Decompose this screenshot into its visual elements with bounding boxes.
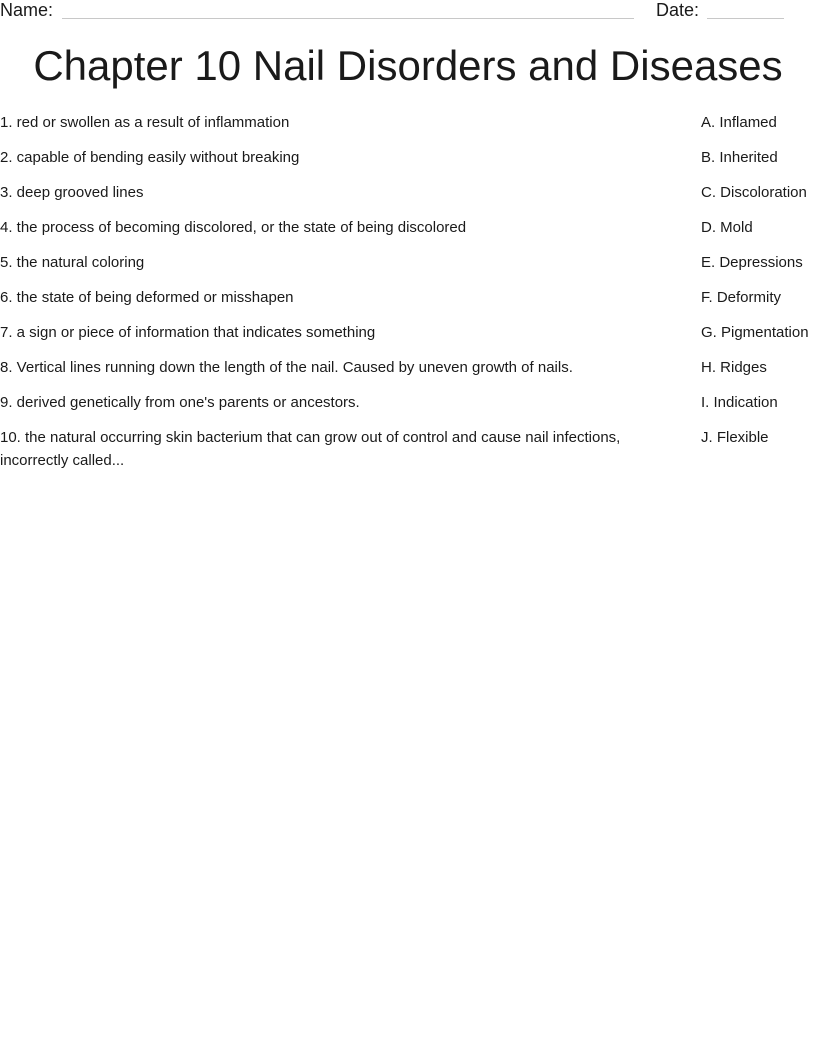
answer-item: I. Indication — [701, 394, 778, 411]
question-list — [0, 111, 680, 472]
question-item: 9. derived genetically from one's parents or ancestors. — [0, 394, 360, 411]
date-label: Date: — [656, 0, 700, 20]
question-item: 4. the process of becoming discolored, or the state of being discolored — [0, 219, 467, 236]
answer-item: F. Deformity — [701, 289, 782, 306]
worksheet-title: Chapter 10 Nail Disorders and Diseases — [33, 42, 783, 89]
answer-item: D. Mold — [701, 219, 753, 236]
answer-item: B. Inherited — [701, 149, 778, 166]
name-blank-line — [62, 18, 634, 19]
question-item: 6. the state of being deformed or misshapen — [0, 289, 294, 306]
question-item: 5. the natural coloring — [0, 254, 145, 271]
question-item: 1. red or swollen as a result of inflammation — [0, 114, 290, 131]
answer-item: H. Ridges — [701, 359, 767, 376]
answer-item: C. Discoloration — [701, 184, 807, 201]
name-label: Name: — [0, 0, 54, 20]
question-item: 10. the natural occurring skin bacterium that can grow out of control and cause nail infections, incorrectly called... — [0, 429, 621, 469]
answer-item: E. Depressions — [701, 254, 803, 271]
answer-item: G. Pigmentation — [701, 324, 809, 341]
answer-list — [701, 111, 816, 461]
question-item: 2. capable of bending easily without breaking — [0, 149, 300, 166]
date-blank-line — [707, 18, 784, 19]
header-row — [0, 0, 816, 24]
question-item: 8. Vertical lines running down the length of the nail. Caused by uneven growth of nails. — [0, 359, 573, 376]
answer-item: J. Flexible — [701, 429, 769, 446]
question-item: 3. deep grooved lines — [0, 184, 144, 201]
answer-item: A. Inflamed — [701, 114, 777, 131]
question-item: 7. a sign or piece of information that indicates something — [0, 324, 376, 341]
